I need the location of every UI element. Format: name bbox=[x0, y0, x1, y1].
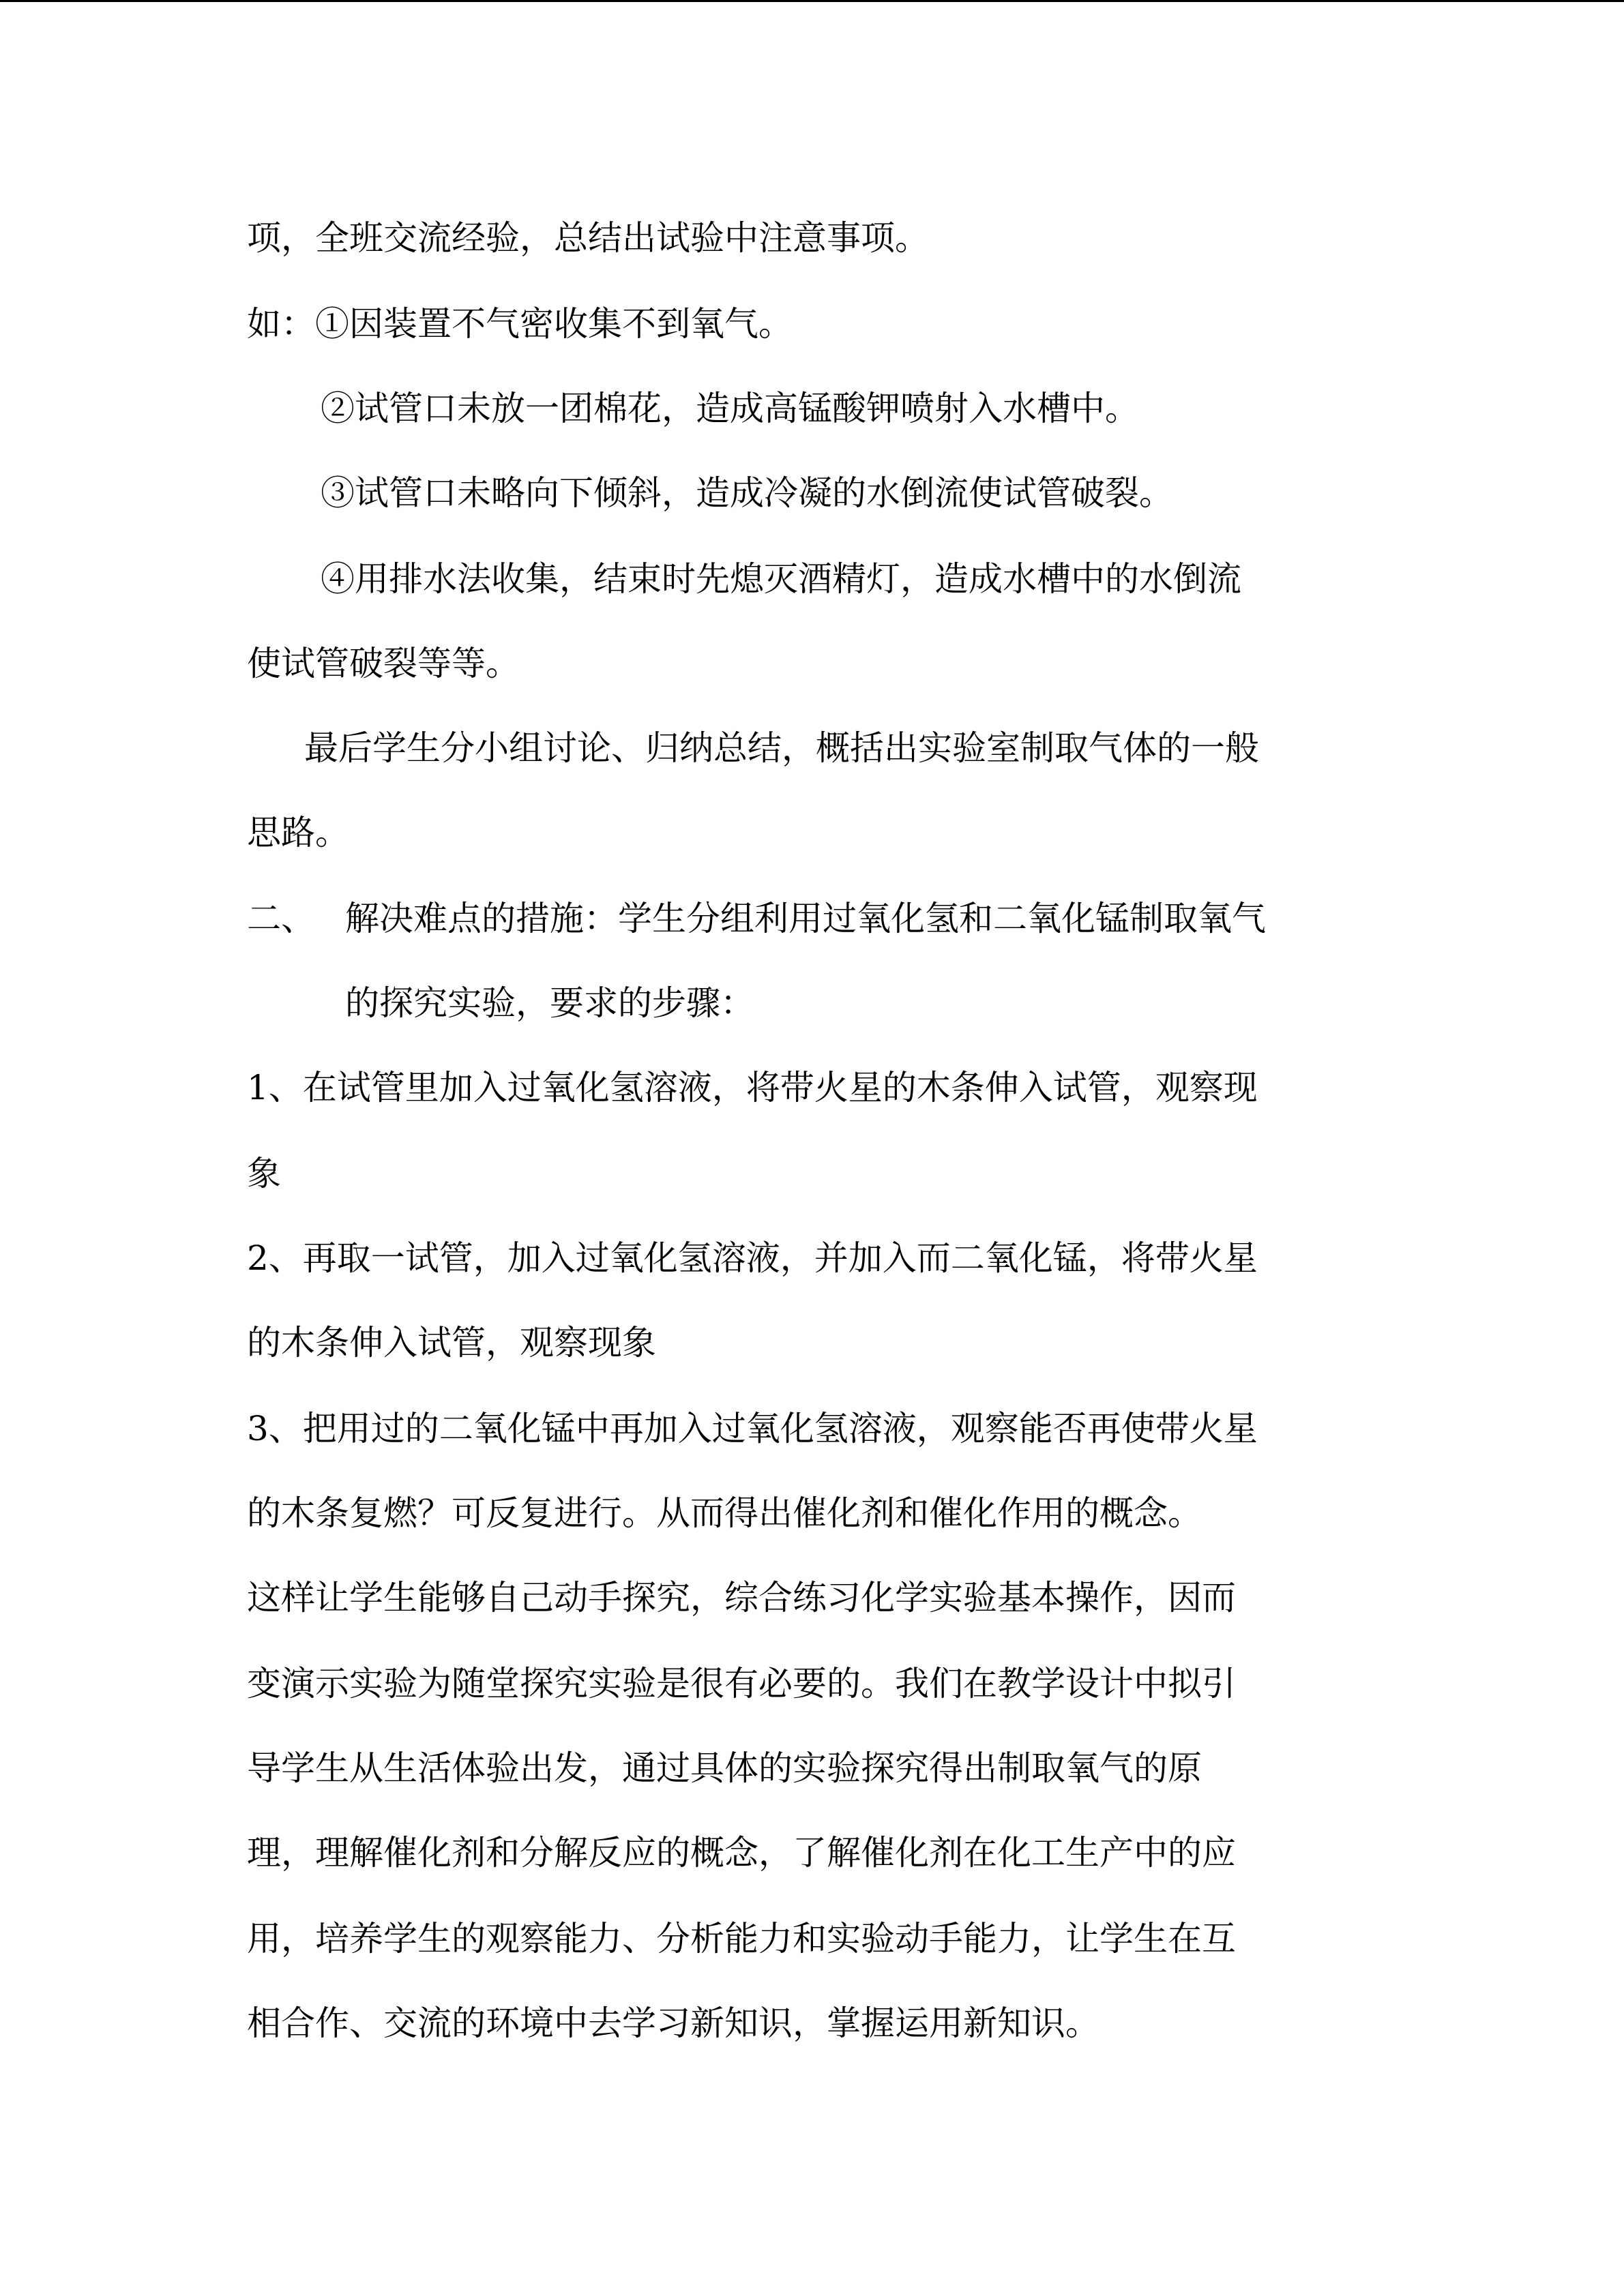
text-line: ③试管口未略向下倾斜，造成冷凝的水倒流使试管破裂。 bbox=[321, 473, 1173, 513]
text-line: 的探究实验，要求的步骤： bbox=[345, 983, 754, 1023]
text-line: 这样让学生能够自己动手探究，综合练习化学实验基本操作，因而 bbox=[247, 1578, 1236, 1617]
text-line: 相合作、交流的环境中去学习新知识，掌握运用新知识。 bbox=[247, 2003, 1099, 2043]
text-line: 变演示实验为随堂探究实验是很有必要的。我们在教学设计中拟引 bbox=[247, 1664, 1236, 1703]
text-line: 用，培养学生的观察能力、分析能力和实验动手能力，让学生在互 bbox=[247, 1919, 1236, 1958]
list-item: 2、再取一试管，加入过氧化氢溶液，并加入而二氧化锰，将带火星 bbox=[247, 1238, 1258, 1278]
list-item: 3、把用过的二氧化锰中再加入过氧化氢溶液，观察能否再使带火星 bbox=[247, 1409, 1258, 1448]
text-line: 使试管破裂等等。 bbox=[247, 644, 520, 683]
text-line: ②试管口未放一团棉花，造成高锰酸钾喷射入水槽中。 bbox=[321, 389, 1139, 428]
text-line: ④用排水法收集，结束时先熄灭酒精灯，造成水槽中的水倒流 bbox=[321, 559, 1241, 599]
text-line: 思路。 bbox=[247, 813, 349, 852]
section-heading: 解决难点的措施：学生分组利用过氧化氢和二氧化锰制取氧气 bbox=[345, 899, 1266, 938]
text-line: 如：①因装置不气密收集不到氧气。 bbox=[247, 304, 793, 344]
list-item: 1、在试管里加入过氧化氢溶液，将带火星的木条伸入试管，观察现 bbox=[247, 1068, 1258, 1107]
text-line: 的木条伸入试管，观察现象 bbox=[247, 1323, 656, 1362]
text-line: 象 bbox=[247, 1154, 281, 1193]
text-line: 最后学生分小组讨论、归纳总结，概括出实验室制取气体的一般 bbox=[304, 728, 1259, 768]
text-line: 导学生从生活体验出发，通过具体的实验探究得出制取氧气的原 bbox=[247, 1748, 1202, 1788]
text-line: 项，全班交流经验，总结出试验中注意事项。 bbox=[247, 218, 929, 258]
section-number: 二、 bbox=[247, 899, 315, 938]
text-line: 的木条复燃？可反复进行。从而得出催化剂和催化作用的概念。 bbox=[247, 1493, 1202, 1533]
text-line: 理，理解催化剂和分解反应的概念，了解催化剂在化工生产中的应 bbox=[247, 1833, 1236, 1873]
